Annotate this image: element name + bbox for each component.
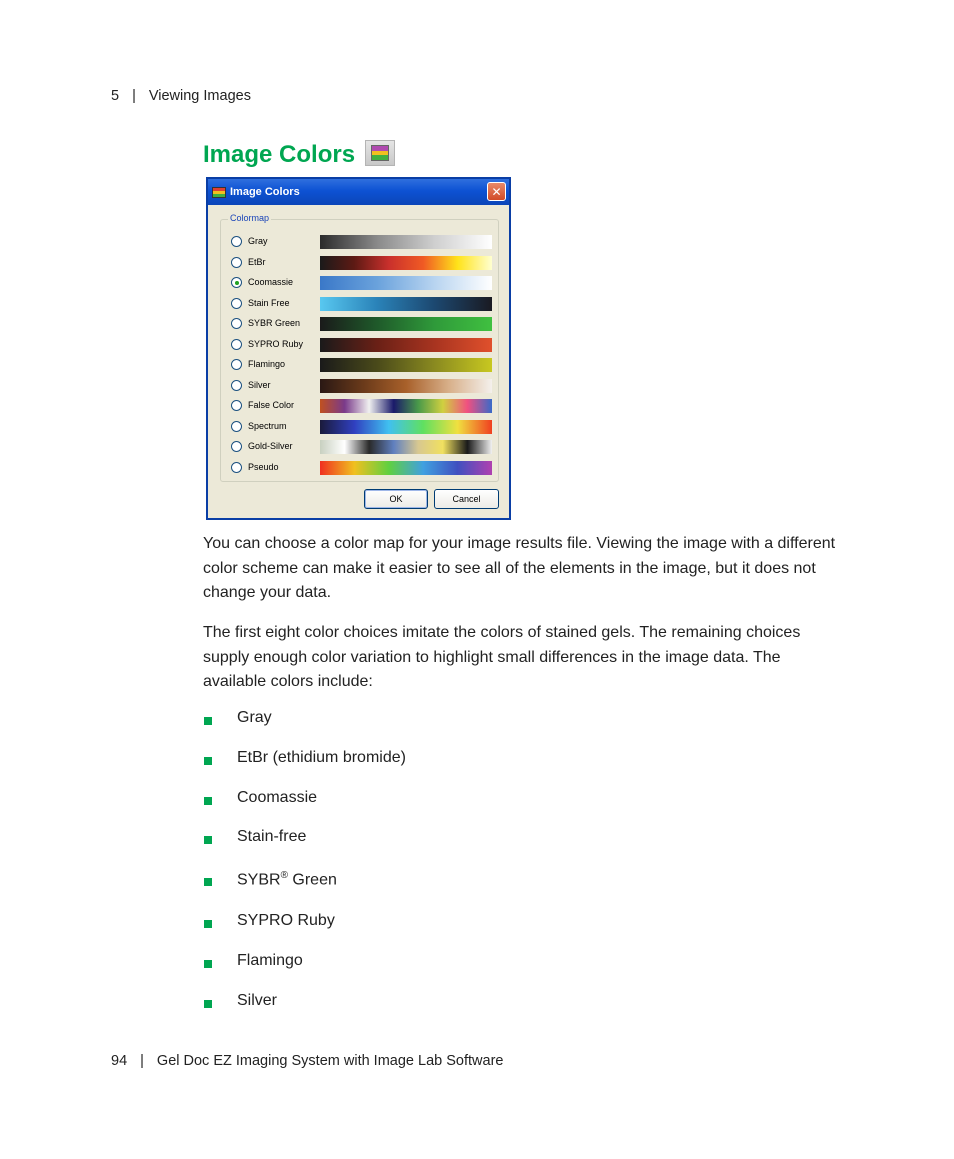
colormap-option-label: SYPRO Ruby [248, 339, 304, 349]
colormap-option-label: SYBR Green [248, 318, 301, 328]
radio-button[interactable] [231, 421, 242, 432]
registered-mark: ® [280, 870, 288, 881]
colormap-option-label: Flamingo [248, 359, 286, 369]
colormap-swatch [320, 338, 492, 352]
radio-button[interactable] [231, 298, 242, 309]
bullet-square-icon [204, 717, 212, 725]
radio-button[interactable] [231, 236, 242, 247]
chapter-number: 5 [111, 88, 120, 104]
paragraph-colors: The first eight color choices imitate the colors of stained gels. The remaining choices supply enough color variation to highlight small differences in the image data. The available colors include: [203, 624, 801, 690]
colormap-swatch [320, 276, 492, 290]
list-item-label: SYBR [237, 871, 281, 889]
list-item-label: Silver [237, 992, 278, 1009]
radio-button[interactable] [231, 380, 242, 391]
colormap-option[interactable] [221, 296, 498, 312]
list-item-text [237, 952, 303, 970]
list-item-text [237, 912, 335, 930]
bullet-square-icon [204, 757, 212, 765]
header-separator: | [132, 88, 136, 104]
colormap-group [220, 213, 499, 482]
radio-button-checked[interactable] [231, 277, 242, 288]
list-item-label: Coomassie [237, 789, 318, 806]
bullet-square-icon [204, 878, 212, 886]
colormap-option[interactable] [221, 419, 498, 435]
colormap-option[interactable] [221, 357, 498, 373]
colormap-icon [365, 140, 395, 166]
running-footer [111, 1053, 503, 1069]
colormap-swatch [320, 399, 492, 413]
colormap-option-label: Gold-Silver [248, 441, 293, 451]
colormap-swatch [320, 235, 492, 249]
bullet-square-icon [204, 920, 212, 928]
colormap-option-label: Coomassie [248, 277, 294, 287]
colormap-option[interactable] [221, 316, 498, 332]
colormap-option-label: EtBr [248, 257, 266, 267]
paragraph-intro: You can choose a color map for your image results file. Viewing the image with a different color scheme can make it easier to see all of the elements in the image, but it does not change your data. [203, 535, 836, 601]
colormap-option-label: False Color [248, 400, 295, 410]
list-item-text [237, 709, 272, 727]
list-item-text [237, 828, 306, 846]
section-title-text: Image Colors [203, 141, 356, 168]
book-title: Gel Doc EZ Imaging System with Image Lab Software [156, 1053, 504, 1069]
colormap-option[interactable] [221, 439, 498, 455]
colormap-option[interactable] [221, 337, 498, 353]
colormap-option-label: Gray [248, 236, 268, 246]
radio-button[interactable] [231, 339, 242, 350]
footer-separator: | [140, 1053, 144, 1069]
section-title [203, 140, 395, 170]
list-item-text [237, 870, 337, 889]
colormap-option[interactable] [221, 398, 498, 414]
dialog-titlebar[interactable] [208, 179, 509, 205]
list-item-label: Stain-free [237, 828, 307, 845]
colormap-option-label: Silver [248, 380, 271, 390]
page-number: 94 [111, 1053, 128, 1069]
colormap-swatch [320, 379, 492, 393]
radio-button[interactable] [231, 462, 242, 473]
image-colors-app-icon [212, 187, 226, 198]
colormap-swatch [320, 358, 492, 372]
radio-button[interactable] [231, 359, 242, 370]
radio-button[interactable] [231, 318, 242, 329]
colormap-option[interactable] [221, 234, 498, 250]
list-item-label: EtBr (ethidium bromide) [237, 749, 406, 766]
list-item-label: Flamingo [237, 952, 303, 969]
bullet-square-icon [204, 1000, 212, 1008]
colormap-swatch [320, 420, 492, 434]
colormap-option-label: Stain Free [248, 298, 290, 308]
colormap-option-label: Spectrum [248, 421, 287, 431]
bullet-square-icon [204, 797, 212, 805]
colormap-swatch [320, 297, 492, 311]
ok-button[interactable]: OK [364, 489, 428, 509]
dialog-title: Image Colors [230, 186, 300, 198]
chapter-title: Viewing Images [148, 88, 251, 104]
colormap-option-label: Pseudo [248, 462, 279, 472]
colormap-swatch [320, 461, 492, 475]
colormap-option[interactable] [221, 460, 498, 476]
list-item-label: SYPRO Ruby [237, 912, 335, 929]
colormap-option[interactable] [221, 275, 498, 291]
colormap-option[interactable] [221, 378, 498, 394]
colormap-swatch [320, 256, 492, 270]
colormap-group-label: Colormap [230, 213, 270, 223]
close-button[interactable]: ✕ [487, 182, 506, 201]
list-item-suffix: Green [287, 871, 337, 889]
colormap-swatch [320, 317, 492, 331]
list-item-text [237, 749, 406, 767]
list-item-text [237, 992, 277, 1010]
colormap-swatch [320, 440, 492, 454]
colormap-option[interactable] [221, 255, 498, 271]
bullet-square-icon [204, 836, 212, 844]
radio-button[interactable] [231, 400, 242, 411]
bullet-square-icon [204, 960, 212, 968]
list-item-text [237, 789, 317, 807]
image-colors-dialog [206, 177, 511, 520]
radio-button[interactable] [231, 257, 242, 268]
list-item-label: Gray [237, 709, 272, 726]
cancel-button[interactable]: Cancel [434, 489, 499, 509]
radio-button[interactable] [231, 441, 242, 452]
running-header [111, 88, 251, 104]
